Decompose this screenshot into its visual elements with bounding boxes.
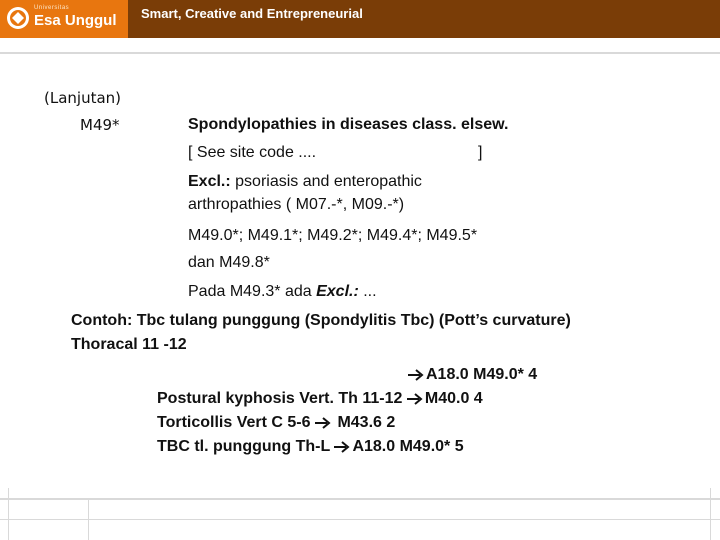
postural-result: M40.0 4 — [424, 390, 483, 407]
postural-line — [157, 388, 483, 410]
exclusion-line — [188, 171, 422, 193]
arrow-right-icon — [334, 441, 352, 453]
see-site-code: [ See site code .... — [188, 144, 317, 161]
divider-left — [8, 488, 9, 540]
continued-label: (Lanjutan) — [44, 89, 122, 107]
codes-line-2: dan M49.8* — [188, 254, 270, 271]
divider-mid — [88, 498, 89, 540]
logo-name: Esa Unggul — [34, 12, 117, 29]
divider-top — [0, 52, 720, 54]
exclusion-text-2: arthropathies ( M07.-*, M09.-*) — [188, 196, 405, 213]
arrow-right-icon — [315, 417, 333, 429]
pada-excl-label: Excl.: — [316, 283, 359, 300]
example-line-2: Thoracal 11 -12 — [71, 336, 187, 353]
tbc-line — [157, 436, 464, 458]
divider-bottom — [0, 498, 720, 500]
header-bar — [0, 0, 720, 38]
see-site-code-close: ] — [478, 144, 483, 161]
example-result — [408, 364, 537, 386]
divider-bottom-2 — [0, 519, 720, 520]
pada-prefix: Pada M49.3* ada — [188, 283, 317, 300]
codes-line: M49.0*; M49.1*; M49.2*; M49.4*; M49.5* — [188, 227, 478, 244]
logo — [0, 0, 128, 38]
category-title: Spondylopathies in diseases class. elsew. — [188, 116, 509, 133]
logo-subtext: Universitas — [34, 5, 70, 11]
exclusion-label: Excl.: — [188, 173, 231, 190]
exclusion-text: psoriasis and enteropathic — [235, 173, 422, 190]
tbc-text: TBC tl. punggung Th-L — [157, 438, 330, 455]
pada-suffix: ... — [358, 283, 377, 300]
example-result-code: A18.0 M49.0* 4 — [426, 366, 538, 383]
torticollis-result: M43.6 2 — [337, 414, 396, 431]
arrow-right-icon — [408, 369, 426, 381]
header-tagline: Smart, Creative and Entrepreneurial — [141, 6, 363, 21]
divider-right — [710, 488, 711, 540]
pada-line — [188, 281, 377, 303]
example-line-1: Contoh: Tbc tulang punggung (Spondylitis Tbc) (Pott’s curvature) — [71, 312, 571, 329]
category-code: M49* — [80, 116, 120, 134]
postural-text: Postural kyphosis Vert. Th 11-12 — [157, 390, 403, 407]
torticollis-text: Torticollis Vert C 5-6 — [157, 414, 311, 431]
university-emblem-icon — [6, 6, 30, 30]
torticollis-line — [157, 412, 395, 434]
tbc-result: A18.0 M49.0* 5 — [352, 438, 464, 455]
arrow-right-icon — [407, 393, 425, 405]
